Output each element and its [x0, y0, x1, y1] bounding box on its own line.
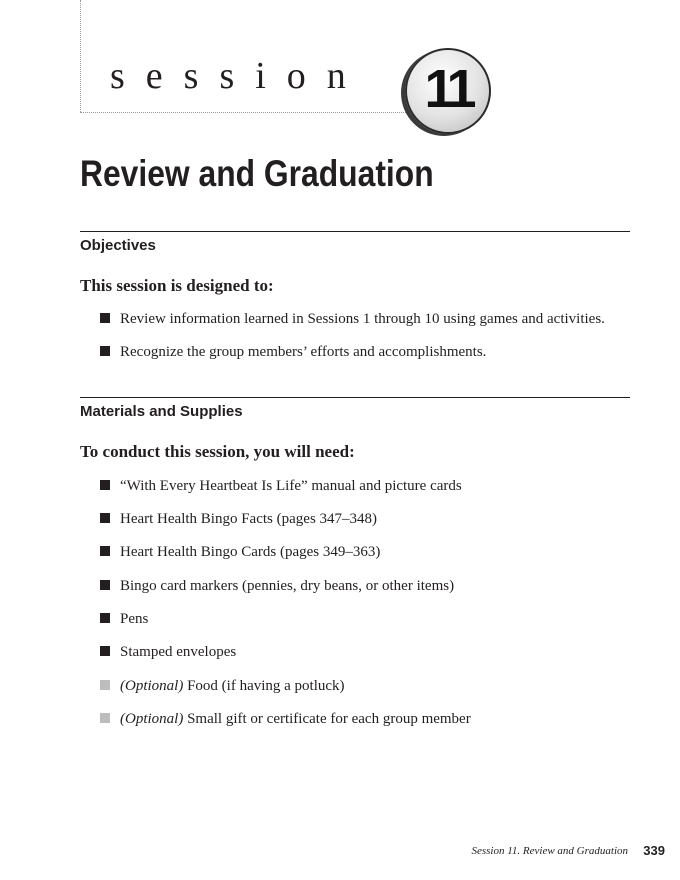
page-number: 339: [643, 843, 665, 858]
running-footer: Session 11. Review and Graduation: [471, 845, 628, 857]
page-title: Review and Graduation: [80, 153, 434, 194]
objective-item: Recognize the group members’ efforts and accomplishments.: [100, 344, 486, 361]
square-bullet-icon: [100, 313, 110, 323]
objectives-heading: Objectives: [80, 237, 156, 254]
objectives-lead: This session is designed to:: [80, 276, 274, 295]
materials-lead: To conduct this session, you will need:: [80, 442, 355, 461]
material-item: Bingo card markers (pennies, dry beans, or other items): [100, 578, 454, 595]
square-bullet-icon: [100, 613, 110, 623]
gray-square-bullet-icon: [100, 713, 110, 723]
material-item: Stamped envelopes: [100, 644, 236, 661]
material-item: “With Every Heartbeat Is Life” manual and picture cards: [100, 478, 462, 495]
material-item: Heart Health Bingo Cards (pages 349–363): [100, 544, 380, 561]
session-number: 11: [424, 59, 472, 119]
material-item: Pens: [100, 611, 148, 628]
optional-material-item: (Optional) Food (if having a potluck): [100, 678, 345, 695]
square-bullet-icon: [100, 646, 110, 656]
objective-item: Review information learned in Sessions 1 through 10 using games and activities.: [100, 311, 605, 328]
objectives-divider: [80, 231, 630, 232]
materials-heading: Materials and Supplies: [80, 403, 243, 420]
corner-horizontal-dotted-line: [80, 112, 420, 113]
optional-material-item: (Optional) Small gift or certificate for each group member: [100, 711, 471, 728]
square-bullet-icon: [100, 480, 110, 490]
session-number-badge: [405, 48, 491, 134]
square-bullet-icon: [100, 346, 110, 356]
session-label: session: [110, 55, 367, 97]
gray-square-bullet-icon: [100, 680, 110, 690]
square-bullet-icon: [100, 513, 110, 523]
square-bullet-icon: [100, 546, 110, 556]
material-item: Heart Health Bingo Facts (pages 347–348): [100, 511, 377, 528]
corner-vertical-dotted-line: [80, 0, 81, 112]
materials-divider: [80, 397, 630, 398]
square-bullet-icon: [100, 580, 110, 590]
